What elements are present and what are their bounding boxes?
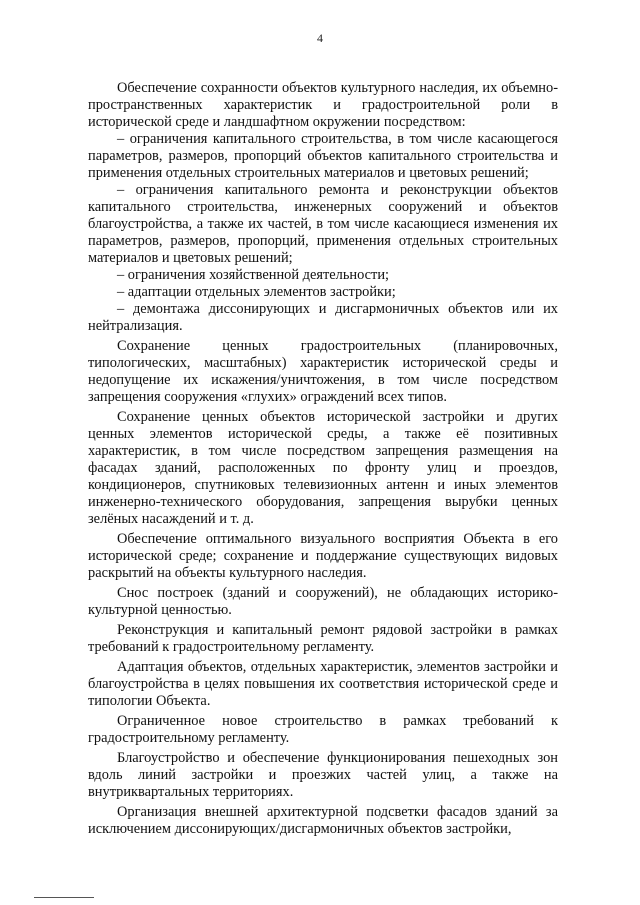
paragraph-reconstruction: Реконструкция и капитальный ремонт рядовой застройки в рамках требований к градостроительному регламенту. [88,622,558,655]
paragraph-urban-characteristics: Сохранение ценных градостроительных (планировочных, типологических, масштабных) характеристик исторической среды и недопущение их искажения/уничтожения, в том числе посредством запрещения сооружения «глухих» ограждений всех типов. [88,338,558,405]
paragraph-visual-perception: Обеспечение оптимального визуального восприятия Объекта в его исторической среде; сохранение и поддержание существующих видовых раскрытий на объекты культурного наследия. [88,531,558,581]
paragraph-adaptation: Адаптация объектов, отдельных характеристик, элементов застройки и благоустройства в целях повышения их соответствия исторической среде и типологии Объекта. [88,659,558,709]
list-item-repair-limits: – ограничения капитального ремонта и реконструкции объектов капитального строительства, инженерных сооружений и объектов благоустройства, а также их частей, в том числе касающиеся изменения их параметров, размеров, пропорций, применения отдельных строительных материалов и цветовых решений; [88,182,558,266]
paragraph-lighting: Организация внешней архитектурной подсветки фасадов зданий за исключением диссонирующих/дисгармоничных объектов застройки, [88,804,558,837]
list-item-construction-limits: – ограничения капитального строительства, в том числе касающегося параметров, размеров, пропорций объектов капитального строительства и применения отдельных строительных материалов и цветовых решений; [88,131,558,181]
page-number: 4 [317,31,323,45]
paragraph-historic-buildings: Сохранение ценных объектов исторической застройки и других ценных элементов исторической среды, а также её позитивных характеристик, в том числе посредством запрещения размещения на фасадах зданий, расположенных по фронту улиц и проездов, кондиционеров, спутниковых телевизионных антенн и иных элементов инженерно-технического оборудования, запрещения вырубки ценных зелёных насаждений и т. д. [88,409,558,527]
paragraph-preservation-intro: Обеспечение сохранности объектов культурного наследия, их объемно-пространственных характеристик и градостроительной роли в исторической среде и ландшафтном окружении посредством: [88,80,558,130]
footnote-divider [34,897,94,898]
list-item-economic-activity: – ограничения хозяйственной деятельности; [117,267,390,283]
paragraph-demolition: Снос построек (зданий и сооружений), не обладающих историко-культурной ценностью. [88,585,558,618]
paragraph-new-construction: Ограниченное новое строительство в рамках требований к градостроительному регламенту. [88,713,558,746]
paragraph-pedestrian-zones: Благоустройство и обеспечение функционирования пешеходных зон вдоль линий застройки и проезжих частей улиц, а также на внутриквартальных территориях. [88,750,558,800]
list-item-dismantling: – демонтажа диссонирующих и дисгармоничных объектов или их нейтрализация. [88,301,558,334]
body-text [88,80,558,838]
list-item-adaptation: – адаптации отдельных элементов застройки; [117,284,396,300]
